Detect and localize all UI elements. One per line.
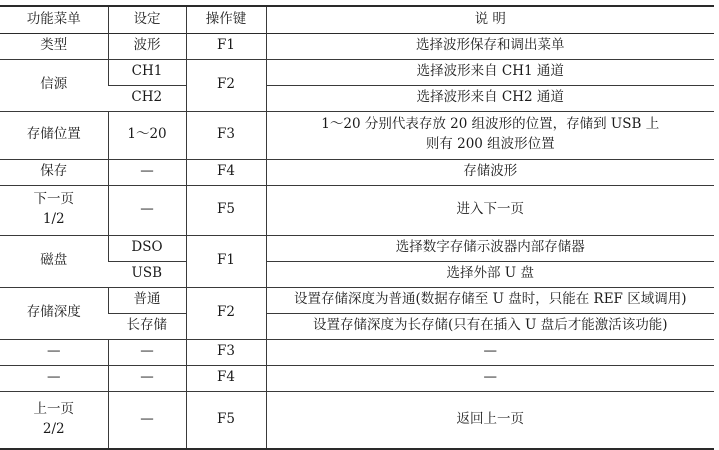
header-key: 操作键 — [186, 6, 266, 33]
key-cell: F3 — [186, 111, 266, 159]
menu-cell — [0, 185, 108, 235]
page-indicator: 2/2 — [42, 420, 65, 437]
menu-cell: 磁盘 — [40, 252, 68, 269]
setting-cell: 长存储 — [126, 317, 167, 334]
key-cell: F5 — [186, 185, 266, 235]
setting-cell: CH2 — [131, 89, 163, 106]
table-header-row — [0, 6, 714, 33]
table-row — [0, 59, 714, 85]
setting-cell: 1～20 — [108, 111, 186, 159]
setting-cell: — — [108, 365, 186, 391]
table-row — [0, 33, 714, 59]
menu-cell: — — [47, 343, 61, 360]
key-cell: F1 — [186, 235, 266, 287]
setting-cell: USB — [131, 265, 163, 282]
setting-cell: DSO — [108, 235, 186, 261]
description-cell: 选择波形来自 CH1 通道 — [266, 59, 714, 85]
menu-cell: 存储深度 — [26, 304, 81, 321]
description-cell: 选择波形来自 CH2 通道 — [266, 85, 714, 111]
table-row — [0, 185, 714, 235]
key-cell: F3 — [186, 339, 266, 365]
setting-cell: CH1 — [108, 59, 186, 85]
table-row — [0, 111, 714, 159]
description-cell: 选择外部 U 盘 — [266, 261, 714, 287]
setting-cell: — — [108, 339, 186, 365]
description-cell: — — [266, 365, 714, 391]
table-row — [0, 261, 714, 287]
setting-cell: — — [108, 391, 186, 449]
table-row — [0, 391, 714, 449]
description-cell: 存储波形 — [266, 159, 714, 185]
setting-cell: — — [108, 185, 186, 235]
description-cell: 进入下一页 — [266, 185, 714, 235]
header-description: 说 明 — [266, 6, 714, 33]
table-row — [0, 365, 714, 391]
table-row — [0, 85, 714, 111]
menu-line-1: 下一页 — [33, 191, 74, 208]
setting-cell: — — [108, 159, 186, 185]
table-row — [0, 287, 714, 313]
key-cell: F1 — [186, 33, 266, 59]
description-cell: 设置存储深度为普通(数据存储至 U 盘时，只能在 REF 区域调用) — [266, 287, 714, 313]
menu-line-1: 上一页 — [33, 401, 74, 418]
description-line-2: 则有 200 组波形位置 — [425, 136, 555, 152]
description-cell: 选择波形保存和调出菜单 — [266, 33, 714, 59]
description-cell: — — [266, 339, 714, 365]
setting-cell: 普通 — [108, 287, 186, 313]
menu-cell: 保存 — [40, 163, 68, 180]
menu-cell: 存储位置 — [26, 126, 81, 143]
key-cell: F5 — [186, 391, 266, 449]
menu-cell: 信源 — [40, 76, 68, 93]
table-row — [0, 159, 714, 185]
header-setting: 设定 — [108, 6, 186, 33]
setting-cell: 波形 — [108, 33, 186, 59]
key-cell: F2 — [186, 59, 266, 111]
menu-cell — [0, 391, 108, 449]
key-cell: F4 — [186, 159, 266, 185]
description-cell: 返回上一页 — [266, 391, 714, 449]
description-cell: 设置存储深度为长存储(只有在插入 U 盘后才能激活该功能) — [266, 313, 714, 339]
key-cell: F4 — [186, 365, 266, 391]
function-menu-table — [0, 5, 714, 450]
menu-cell: — — [47, 369, 61, 386]
description-line-1: 1～20 分别代表存放 20 组波形的位置，存储到 USB 上 — [321, 116, 660, 133]
key-cell: F2 — [186, 287, 266, 339]
table-row — [0, 313, 714, 339]
page-indicator: 1/2 — [42, 211, 65, 227]
menu-cell: 类型 — [40, 37, 68, 54]
description-cell — [266, 111, 714, 159]
description-cell: 选择数字存储示波器内部存储器 — [266, 235, 714, 261]
header-menu: 功能菜单 — [26, 10, 81, 27]
table-row — [0, 339, 714, 365]
table-row — [0, 235, 714, 261]
